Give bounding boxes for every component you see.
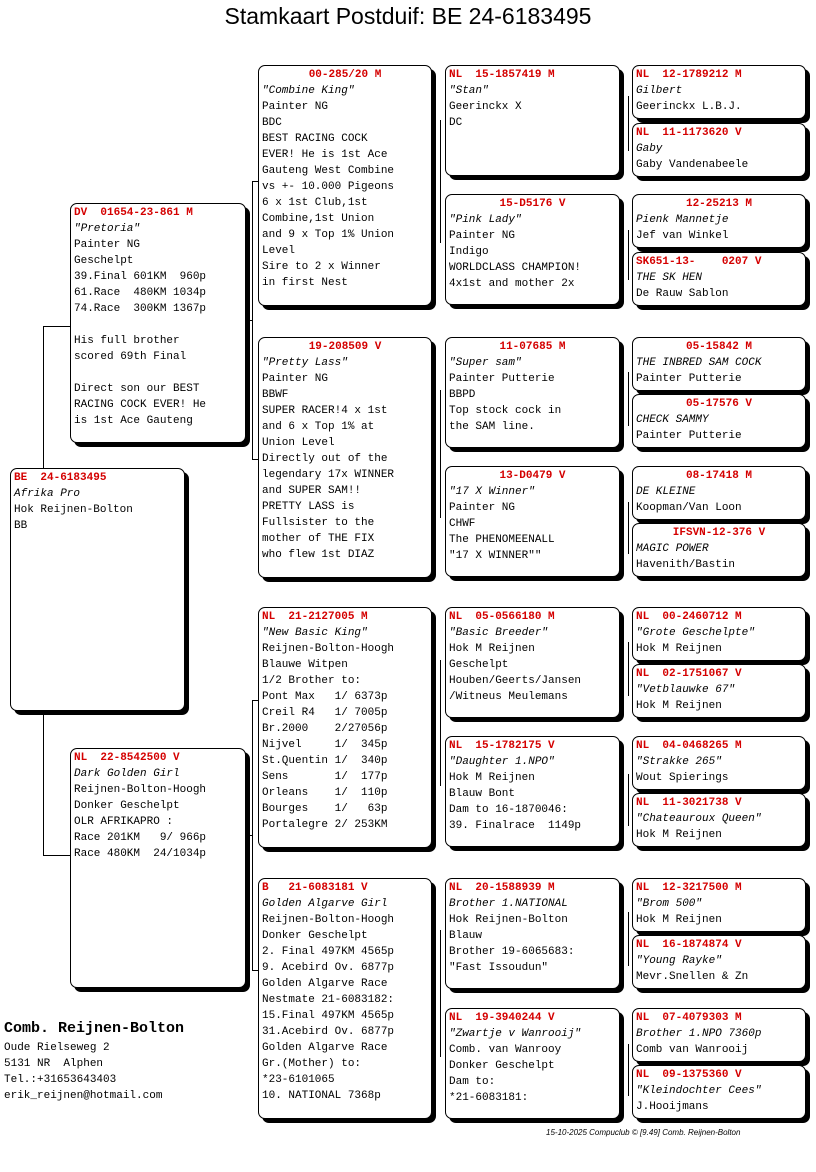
card-line: Directly out of the xyxy=(262,453,388,465)
connector xyxy=(440,660,441,786)
card-line: Bourges 1/ 63p xyxy=(262,803,388,815)
page-title: Stamkaart Postduif: BE 24-6183495 xyxy=(224,3,592,29)
pigeon-name: "New Basic King" xyxy=(262,627,368,639)
card-line: Mevr.Snellen & Zn xyxy=(636,971,749,983)
owner-address: Oude Rielseweg 2 xyxy=(4,1042,110,1054)
card-line: Level xyxy=(262,245,296,257)
card-line: BDC xyxy=(262,117,282,129)
connector xyxy=(246,320,252,321)
ring-number: NL 11-1173620 V xyxy=(636,127,742,139)
card-line: *23-6101065 xyxy=(262,1074,335,1086)
card-line: Painter NG xyxy=(449,230,516,242)
card-line: Creil R4 1/ 7005p xyxy=(262,707,388,719)
pigeon-card-ssdd xyxy=(632,252,806,306)
pigeon-name: "Strakke 265" xyxy=(636,756,722,768)
pigeon-card-ds xyxy=(258,607,432,848)
pigeon-card-dssd xyxy=(632,664,806,718)
card-line xyxy=(74,317,242,333)
connector xyxy=(440,930,441,1057)
pigeon-card-ddd xyxy=(445,1008,620,1119)
connector xyxy=(440,120,441,243)
ring-number: NL 15-1857419 M xyxy=(449,69,555,81)
pigeon-card-subject xyxy=(10,468,185,711)
connector xyxy=(43,855,71,856)
card-line: Gr.(Mother) to: xyxy=(262,1058,362,1070)
pigeon-card-ddss xyxy=(632,878,806,932)
card-line: Hok M Reijnen xyxy=(636,914,722,926)
pigeon-name: "Pretty Lass" xyxy=(262,357,348,369)
card-line: SUPER RACER!4 x 1st xyxy=(262,405,388,417)
card-line: "17 X WINNER"" xyxy=(449,550,542,562)
card-line: Hok Reijnen-Bolton xyxy=(449,914,568,926)
pigeon-name: "Basic Breeder" xyxy=(449,627,549,639)
connector xyxy=(628,502,629,554)
connector xyxy=(252,700,253,970)
card-line: Painter NG xyxy=(262,101,329,113)
card-line: Br.2000 2/27056p xyxy=(262,723,388,735)
pigeon-name: THE INBRED SAM COCK xyxy=(636,357,762,369)
card-line: Wout Spierings xyxy=(636,772,729,784)
owner-phone: Tel.:+31653643403 xyxy=(4,1074,117,1086)
ring-number: NL 00-2460712 M xyxy=(636,611,742,623)
card-line: Geschelpt xyxy=(449,659,509,671)
pigeon-card-dsdd xyxy=(632,793,806,847)
card-line: 61.Race 480KM 1034p xyxy=(74,287,207,299)
card-line: Geerinckx L.B.J. xyxy=(636,101,742,113)
ring-number: NL 20-1588939 M xyxy=(449,882,555,894)
card-line: Painter Putterie xyxy=(636,430,742,442)
ring-number: NL 07-4079303 M xyxy=(636,1012,742,1024)
card-line: Hok M Reijnen xyxy=(449,643,535,655)
pigeon-card-dsds xyxy=(632,736,806,790)
pigeon-card-dsd xyxy=(445,736,620,847)
card-line: who flew 1st DIAZ xyxy=(262,549,375,561)
card-line: Painter Putterie xyxy=(636,373,742,385)
card-line: 10. NATIONAL 7368p xyxy=(262,1090,381,1102)
connector xyxy=(246,835,252,836)
pigeon-card-sddd xyxy=(632,523,806,577)
card-line xyxy=(74,365,242,381)
ring-number: 00-285/20 M xyxy=(308,69,382,81)
pigeon-card-dddd xyxy=(632,1065,806,1119)
ring-number: NL 02-1751067 V xyxy=(636,668,742,680)
card-line: Comb van Wanrooij xyxy=(636,1044,749,1056)
card-line: WORLDCLASS CHAMPION! xyxy=(449,262,582,274)
ring-number: NL 15-1782175 V xyxy=(449,740,555,752)
pigeon-card-ssd xyxy=(445,194,620,305)
pigeon-name: "Vetblauwke 67" xyxy=(636,684,736,696)
pigeon-card-sds xyxy=(445,337,620,448)
card-line: Dam to 16-1870046: xyxy=(449,804,568,816)
card-line: Brother 19-6065683: xyxy=(449,946,575,958)
card-line: Koopman/Van Loon xyxy=(636,502,742,514)
card-line: Hok M Reijnen xyxy=(636,700,722,712)
card-line: Jef van Winkel xyxy=(636,230,729,242)
pigeon-name: Gaby xyxy=(636,143,663,155)
connector xyxy=(628,912,629,966)
ring-number: 13-D0479 V xyxy=(499,470,566,482)
owner-postcode: 5131 NR Alphen xyxy=(4,1058,104,1070)
ring-number: NL 19-3940244 V xyxy=(449,1012,555,1024)
card-line: Race 201KM 9/ 966p xyxy=(74,832,207,844)
pigeon-card-dss xyxy=(445,607,620,718)
card-line: Blauwe Witpen xyxy=(262,659,348,671)
pigeon-name: "17 X Winner" xyxy=(449,486,535,498)
ring-number: NL 21-2127005 M xyxy=(262,611,368,623)
card-line: EVER! He is 1st Ace xyxy=(262,149,388,161)
card-line: in first Nest xyxy=(262,277,348,289)
ring-number: BE 24-6183495 xyxy=(14,472,107,484)
connector xyxy=(628,642,629,696)
ring-number: NL 11-3021738 V xyxy=(636,797,742,809)
pigeon-name: DE KLEINE xyxy=(636,486,696,498)
pigeon-card-sdd xyxy=(445,466,620,577)
card-line: Comb. van Wanrooy xyxy=(449,1044,562,1056)
pigeon-card-ss xyxy=(258,65,432,306)
connector xyxy=(43,709,44,855)
card-line: Orleans 1/ 110p xyxy=(262,787,388,799)
pigeon-name: "Brom 500" xyxy=(636,898,703,910)
card-line: Painter NG xyxy=(262,373,329,385)
connector xyxy=(628,96,629,151)
card-line: is 1st Ace Gauteng xyxy=(74,415,193,427)
pigeon-name: "Combine King" xyxy=(262,85,355,97)
pigeon-card-dds xyxy=(445,878,620,989)
ring-number: NL 12-1789212 M xyxy=(636,69,742,81)
card-line: and 9 x Top 1% Union xyxy=(262,229,395,241)
card-line: Painter NG xyxy=(449,502,516,514)
pigeon-name: "Zwartje v Wanrooij" xyxy=(449,1028,582,1040)
card-line: 4x1st and mother 2x xyxy=(449,278,575,290)
card-line: St.Quentin 1/ 340p xyxy=(262,755,388,767)
card-line: CHWF xyxy=(449,518,476,530)
card-line: 39. Finalrace 1149p xyxy=(449,820,582,832)
ring-number: 15-D5176 V xyxy=(499,198,566,210)
card-line: 15.Final 497KM 4565p xyxy=(262,1010,395,1022)
connector xyxy=(43,326,71,327)
card-line: Union Level xyxy=(262,437,335,449)
pigeon-card-sssd xyxy=(632,123,806,177)
card-line: 1/2 Brother to: xyxy=(262,675,362,687)
card-line: Painter NG xyxy=(74,239,141,251)
card-line: Pont Max 1/ 6373p xyxy=(262,691,388,703)
card-line: Race 480KM 24/1034p xyxy=(74,848,207,860)
card-line: RACING COCK EVER! He xyxy=(74,399,207,411)
card-line: Blauw Bont xyxy=(449,788,516,800)
pigeon-card-ssds xyxy=(632,194,806,248)
owner-name: Comb. Reijnen-Bolton xyxy=(4,1020,185,1037)
card-line: scored 69th Final xyxy=(74,351,187,363)
pigeon-card-sd xyxy=(258,337,432,578)
card-line: 74.Race 300KM 1367p xyxy=(74,303,207,315)
card-line: and SUPER SAM!! xyxy=(262,485,362,497)
pigeon-name: "Young Rayke" xyxy=(636,955,722,967)
pigeon-name: "Pink Lady" xyxy=(449,214,522,226)
card-line: PRETTY LASS is xyxy=(262,501,355,513)
owner-block xyxy=(4,1018,184,1104)
pigeon-name: "Stan" xyxy=(449,85,489,97)
card-line: Sire to 2 x Winner xyxy=(262,261,381,273)
card-line: /Witneus Meulemans xyxy=(449,691,568,703)
connector xyxy=(628,774,629,826)
card-line: Hok M Reijnen xyxy=(636,643,722,655)
pigeon-name: CHECK SAMMY xyxy=(636,414,709,426)
card-line: Havenith/Bastin xyxy=(636,559,736,571)
card-line: Nijvel 1/ 345p xyxy=(262,739,388,751)
card-line: Donker Geschelpt xyxy=(74,800,180,812)
pigeon-card-dsss xyxy=(632,607,806,661)
pigeon-name: Dark Golden Girl xyxy=(74,768,180,780)
card-line: Combine,1st Union xyxy=(262,213,375,225)
pigeon-card-ddsd xyxy=(632,935,806,989)
card-line: Hok M Reijnen xyxy=(449,772,535,784)
card-line: J.Hooijmans xyxy=(636,1101,709,1113)
pigeon-card-ddds xyxy=(632,1008,806,1062)
card-line: 31.Acebird Ov. 6877p xyxy=(262,1026,395,1038)
card-line: Dam to: xyxy=(449,1076,496,1088)
card-line: Reijnen-Bolton-Hoogh xyxy=(262,914,395,926)
pigeon-name: Golden Algarve Girl xyxy=(262,898,388,910)
card-line: BEST RACING COCK xyxy=(262,133,368,145)
pigeon-name: THE SK HEN xyxy=(636,272,703,284)
card-line: Golden Algarve Race xyxy=(262,1042,388,1054)
ring-number: NL 09-1375360 V xyxy=(636,1069,742,1081)
card-line: Nestmate 21-6083182: xyxy=(262,994,395,1006)
card-line: the SAM line. xyxy=(449,421,535,433)
ring-number: IFSVN-12-376 V xyxy=(672,527,766,539)
card-line: Golden Algarve Race xyxy=(262,978,388,990)
card-line: The PHENOMEENALL xyxy=(449,534,555,546)
card-line: mother of THE FIX xyxy=(262,533,375,545)
card-line: Geerinckx X xyxy=(449,101,522,113)
pigeon-card-sdss xyxy=(632,337,806,391)
ring-number: NL 16-1874874 V xyxy=(636,939,742,951)
connector xyxy=(628,1044,629,1096)
card-line: BB xyxy=(14,520,28,532)
card-line: Houben/Geerts/Jansen xyxy=(449,675,582,687)
pigeon-name: Pienk Mannetje xyxy=(636,214,729,226)
pigeon-name: "Kleindochter Cees" xyxy=(636,1085,762,1097)
card-line: Fullsister to the xyxy=(262,517,375,529)
card-line: Portalegre 2/ 253KM xyxy=(262,819,388,831)
card-line: Reijnen-Bolton-Hoogh xyxy=(74,784,207,796)
card-line: DC xyxy=(449,117,463,129)
ring-number: NL 05-0566180 M xyxy=(449,611,555,623)
pigeon-name: Gilbert xyxy=(636,85,683,97)
card-line: and 6 x Top 1% at xyxy=(262,421,375,433)
pigeon-card-dam xyxy=(70,748,246,988)
ring-number: DV 01654-23-861 M xyxy=(74,207,193,219)
pigeon-card-dd xyxy=(258,878,432,1119)
card-line: His full brother xyxy=(74,335,180,347)
card-line: "Fast Issoudun" xyxy=(449,962,549,974)
connector xyxy=(440,390,441,518)
card-line: 39.Final 601KM 960p xyxy=(74,271,207,283)
pigeon-card-ssss xyxy=(632,65,806,119)
card-line: Donker Geschelpt xyxy=(262,930,368,942)
ring-number: 08-17418 M xyxy=(685,470,752,482)
card-line: Direct son our BEST xyxy=(74,383,200,395)
pigeon-name: Afrika Pro xyxy=(14,488,81,500)
pigeon-name: "Daughter 1.NPO" xyxy=(449,756,555,768)
card-line: Painter Putterie xyxy=(449,373,555,385)
pigeon-name: "Super sam" xyxy=(449,357,522,369)
pigeon-card-sdsd xyxy=(632,394,806,448)
connector xyxy=(43,326,44,469)
ring-number: 11-07685 M xyxy=(499,341,566,353)
card-line: 6 x 1st Club,1st xyxy=(262,197,368,209)
ring-number: 12-25213 M xyxy=(685,198,752,210)
card-line: legendary 17x WINNER xyxy=(262,469,395,481)
card-line: Donker Geschelpt xyxy=(449,1060,555,1072)
card-line: Sens 1/ 177p xyxy=(262,771,388,783)
ring-number: B 21-6083181 V xyxy=(262,882,368,894)
ring-number: 05-17576 V xyxy=(685,398,752,410)
card-line: Hok M Reijnen xyxy=(636,829,722,841)
ring-number: 19-208509 V xyxy=(308,341,382,353)
connector xyxy=(252,181,253,459)
pigeon-name: "Chateauroux Queen" xyxy=(636,813,762,825)
ring-number: NL 12-3217500 M xyxy=(636,882,742,894)
card-line: Gaby Vandenabeele xyxy=(636,159,749,171)
card-line: Hok Reijnen-Bolton xyxy=(14,504,133,516)
card-line: De Rauw Sablon xyxy=(636,288,729,300)
pigeon-name: MAGIC POWER xyxy=(636,543,709,555)
card-line: Geschelpt xyxy=(74,255,134,267)
pigeon-name: "Pretoria" xyxy=(74,223,141,235)
footer-credit: 15-10-2025 Compuclub © [9.49] Comb. Reijnen-Bolton xyxy=(546,1128,741,1137)
pigeon-card-sire xyxy=(70,203,246,443)
card-line: vs +- 10.000 Pigeons xyxy=(262,181,395,193)
card-line: Top stock cock in xyxy=(449,405,562,417)
ring-number: NL 22-8542500 V xyxy=(74,752,180,764)
pigeon-card-sss xyxy=(445,65,620,176)
card-line: 9. Acebird Ov. 6877p xyxy=(262,962,395,974)
card-line: *21-6083181: xyxy=(449,1092,529,1104)
pigeon-name: Brother 1.NPO 7360p xyxy=(636,1028,762,1040)
card-line: Indigo xyxy=(449,246,489,258)
connector xyxy=(628,230,629,280)
card-line: BBWF xyxy=(262,389,289,401)
card-line: Gauteng West Combine xyxy=(262,165,395,177)
owner-email: erik_reijnen@hotmail.com xyxy=(4,1090,163,1102)
card-line: OLR AFRIKAPRO : xyxy=(74,816,174,828)
connector xyxy=(628,372,629,426)
card-line: BBPD xyxy=(449,389,476,401)
card-line: 2. Final 497KM 4565p xyxy=(262,946,395,958)
ring-number: NL 04-0468265 M xyxy=(636,740,742,752)
pigeon-name: "Grote Geschelpte" xyxy=(636,627,755,639)
pigeon-card-sdds xyxy=(632,466,806,520)
ring-number: 05-15842 M xyxy=(685,341,752,353)
card-line: Reijnen-Bolton-Hoogh xyxy=(262,643,395,655)
ring-number: SK651-13- 0207 V xyxy=(636,256,762,268)
card-line: Blauw xyxy=(449,930,483,942)
pigeon-name: Brother 1.NATIONAL xyxy=(449,898,568,910)
